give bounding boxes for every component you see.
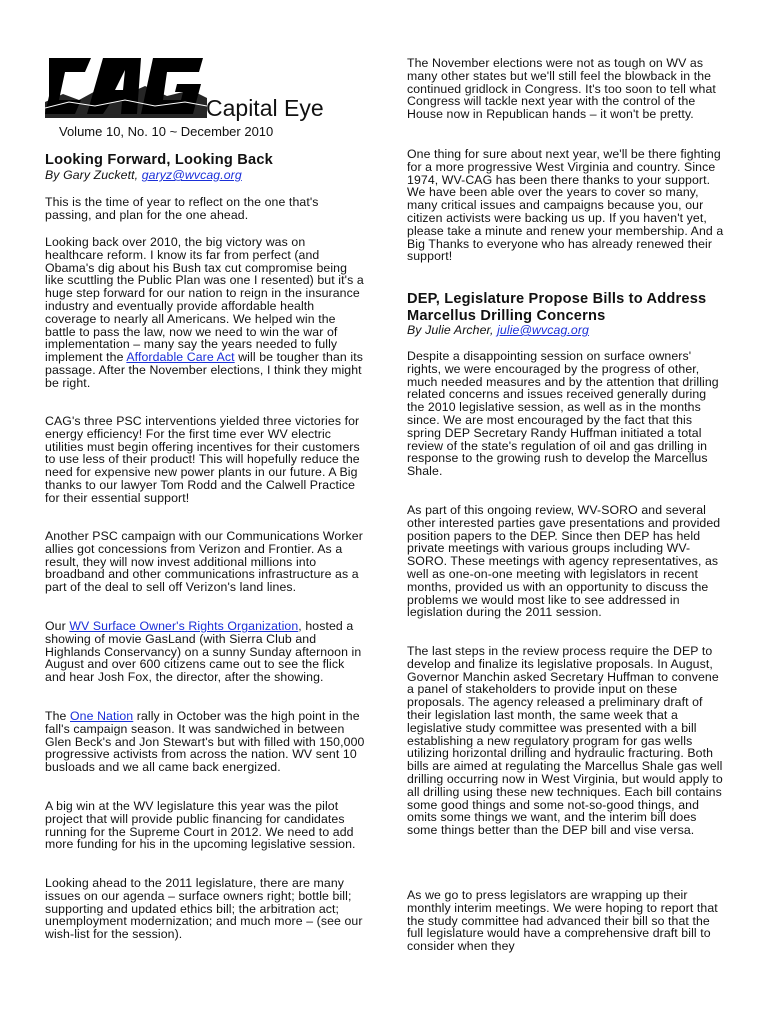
article1-paragraph-2	[45, 236, 365, 390]
article2-paragraph-4: As we go to press legislators are wrapping up their monthly interim meetings. We were hoping to report that the study committee had advanced their bill so that the full legislature would have a comprehensive draft bill to consider when they	[407, 888, 718, 954]
paragraph-text: The	[45, 709, 71, 723]
paragraph-text: Looking back over 2010, the big victory was on healthcare reform. I know its far from perfect (and Obama's dig about his Bush tax cut compromise being like scuttling the Public Plan was one I resented) but it's a huge step forward for our nation to reign in the insurance industry and eventually provide affordable health coverage to nearly all Americans. We helped win the battle to pass the law, now we need to win the war of implementation – many say the years needed to fully implement the	[45, 235, 364, 365]
byline-author: By Julie Archer,	[407, 323, 498, 337]
article1-paragraph-1: This is the time of year to reflect on the one that's passing, and plan for the one ahead.	[45, 195, 319, 222]
wv-soro-link[interactable]: WV Surface Owner's Rights Organization	[69, 619, 299, 633]
newsletter-title: Capital Eye	[206, 95, 324, 121]
article2-title: DEP, Legislature Propose Bills to Address Marcellus Drilling Concerns	[407, 291, 707, 324]
cag-logo	[45, 56, 207, 118]
author-email-link[interactable]: garyz@wvcag.org	[141, 168, 242, 182]
affordable-care-act-link[interactable]: Affordable Care Act	[126, 350, 235, 365]
one-nation-link[interactable]: One Nation	[70, 709, 134, 723]
article1-title: Looking Forward, Looking Back	[45, 152, 273, 168]
article2-paragraph-2: As part of this ongoing review, WV-SORO and several other interested parties gave presentations and provided position papers to the DEP. Since then DEP has held private meetings with various groups including WV-SORO. These meetings with agency representatives, as well as one-on-one meeting with legislators in recent months, provided us with an opportunity to discuss the problems we would most like to see addressed in legislation during the 2011 session.	[407, 503, 721, 620]
masthead	[45, 56, 365, 146]
byline-author: By Gary Zuckett,	[45, 168, 142, 182]
article2-paragraph-3: The last steps in the review process require the DEP to develop and finalize its legislative proposals. In August, Governor Manchin asked Secretary Huffman to convene a panel of stakeholders to provide input on these proposals. The agency released a preliminary draft of their legislation last month, the same week that a legislative study committee was presented with a bill establishing a new regulatory program for gas wells utilizing horizontal drilling and hydraulic fracturing. Both bills are aimed at regulating the Marcellus Shale gas well drilling occurring now in West Virginia, but would apply to all drilling using these new techniques. Each bill contains some good things and some not-so-good things, and omits some things we want, and the interim bill does some things better than the DEP bill and vise versa.	[407, 644, 723, 838]
paragraph-text: , hosted a showing of movie GasLand (with Sierra Club and Highlands Conservancy) on a sunny Sunday afternoon in August and over 600 citizens came out to see the flick and hear Josh Fox, the director, after the showing.	[45, 619, 362, 685]
paragraph-text: will be tougher than its passage. After the November elections, I think they might be right.	[45, 350, 363, 390]
article1-paragraph-4: Another PSC campaign with our Communications Worker allies got concessions from Verizon and Frontier. As a result, they will now invest additional millions into broadband and other communications infrastructure as a part of the deal to sell off Verizon's land lines.	[45, 529, 363, 595]
article1-paragraph-6	[45, 710, 365, 774]
article2-paragraph-1: Despite a disappointing session on surface owners' rights, we were encouraged by the progress of other, much needed measures and by the attention that drilling related concerns and issues received generally during the 2010 legislative session, as well as in the months since. We are most encouraged by the fact that this spring DEP Secretary Randy Huffman initiated a total review of the state's regulation of oil and gas drilling in response to the growing rush to develop the Marcellus Shale.	[407, 349, 719, 479]
author-email-link[interactable]: julie@wvcag.org	[497, 323, 589, 337]
article1-paragraph-7: A big win at the WV legislature this year was the pilot project that will provide public financing for candidates running for the Supreme Court in 2012. We need to add more funding for his in the upcoming legislative session.	[45, 799, 356, 852]
volume-issue: Volume 10, No. 10 ~ December 2010	[59, 124, 274, 139]
paragraph-text: rally in October was the high point in the fall's campaign season. It was sandwiched in between Glen Beck's and Jon Stewart's but with filled with 150,000 progressive activists from across the nation. WV sent 10 busloads and we all came back energized.	[45, 709, 365, 775]
right-paragraph-1: The November elections were not as tough on WV as many other states but we'll still feel the blowback in the continued gridlock in Congress. It's too soon to tell what Congress will tackle next year with the control of the House now in Republican hands – it won't be pretty.	[407, 56, 716, 122]
article1-byline	[45, 169, 365, 182]
article2-byline	[407, 324, 727, 337]
paragraph-text: Our	[45, 619, 70, 633]
article1-paragraph-3: CAG's three PSC interventions yielded three victories for energy efficiency! For the first time ever WV electric utilities must begin offering incentives for their customers to use less of their product! This will hopefully reduce the need for expensive new power plants in our future. A Big thanks to our lawyer Tom Rodd and the Calwell Practice for their essential support!	[45, 414, 360, 505]
right-paragraph-2: One thing for sure about next year, we'll be there fighting for a more progressive West Virginia and country. Since 1974, WV-CAG has been there thanks to your support. We have been able over the years to cover so many, many critical issues and campaigns because you, our citizen activists were backing us up. If you haven't yet, please take a minute and renew your membership. And a Big Thanks to everyone who has already renewed their support!	[407, 147, 724, 264]
article1-paragraph-8: Looking ahead to the 2011 legislature, there are many issues on our agenda – surface owners right; bottle bill; supporting and updated ethics bill; the arbitration act; unemployment modernization; and much more – (see our wish-list for the session).	[45, 876, 363, 942]
article1-paragraph-5	[45, 620, 365, 684]
